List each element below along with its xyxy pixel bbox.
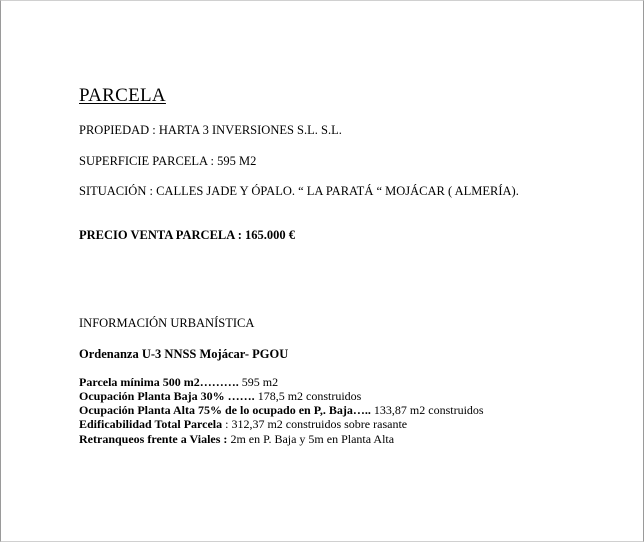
detail-row-ocupacion-alta [79, 404, 484, 417]
detail-row-edificabilidad [79, 418, 407, 431]
detail-value: 133,87 m2 construidos [370, 403, 484, 417]
precio-line: PRECIO VENTA PARCELA : 165.000 € [79, 228, 295, 242]
document-title: PARCELA [79, 85, 166, 106]
detail-value: 595 m2 [238, 375, 279, 389]
detail-label: Ocupación Planta Baja 30% ……. [79, 389, 255, 403]
detail-label: Edificabilidad Total Parcela [79, 417, 223, 431]
detail-label: Ocupación Planta Alta 75% de lo ocupado en P,. Baja….. [79, 403, 371, 417]
detail-value: : 312,37 m2 construidos sobre rasante [222, 417, 408, 431]
superficie-line: SUPERFICIE PARCELA : 595 M2 [79, 154, 257, 168]
situacion-line: SITUACIÓN : CALLES JADE Y ÓPALO. “ LA PARATÁ “ MOJÁCAR ( ALMERÍA). [79, 184, 519, 198]
ordenanza-line: Ordenanza U-3 NNSS Mojácar- PGOU [79, 347, 289, 361]
info-urbanistica-heading: INFORMACIÓN URBANÍSTICA [79, 316, 255, 330]
detail-row-ocupacion-baja [79, 390, 361, 403]
detail-value: 2m en P. Baja y 5m en Planta Alta [227, 432, 395, 446]
detail-row-parcela-minima [79, 376, 278, 389]
propiedad-line: PROPIEDAD : HARTA 3 INVERSIONES S.L. S.L. [79, 123, 342, 137]
detail-label: Retranqueos frente a Viales : [79, 432, 228, 446]
detail-row-retranqueos [79, 433, 394, 446]
detail-value: 178,5 m2 construidos [254, 389, 362, 403]
detail-label: Parcela mínima 500 m2………. [79, 375, 239, 389]
